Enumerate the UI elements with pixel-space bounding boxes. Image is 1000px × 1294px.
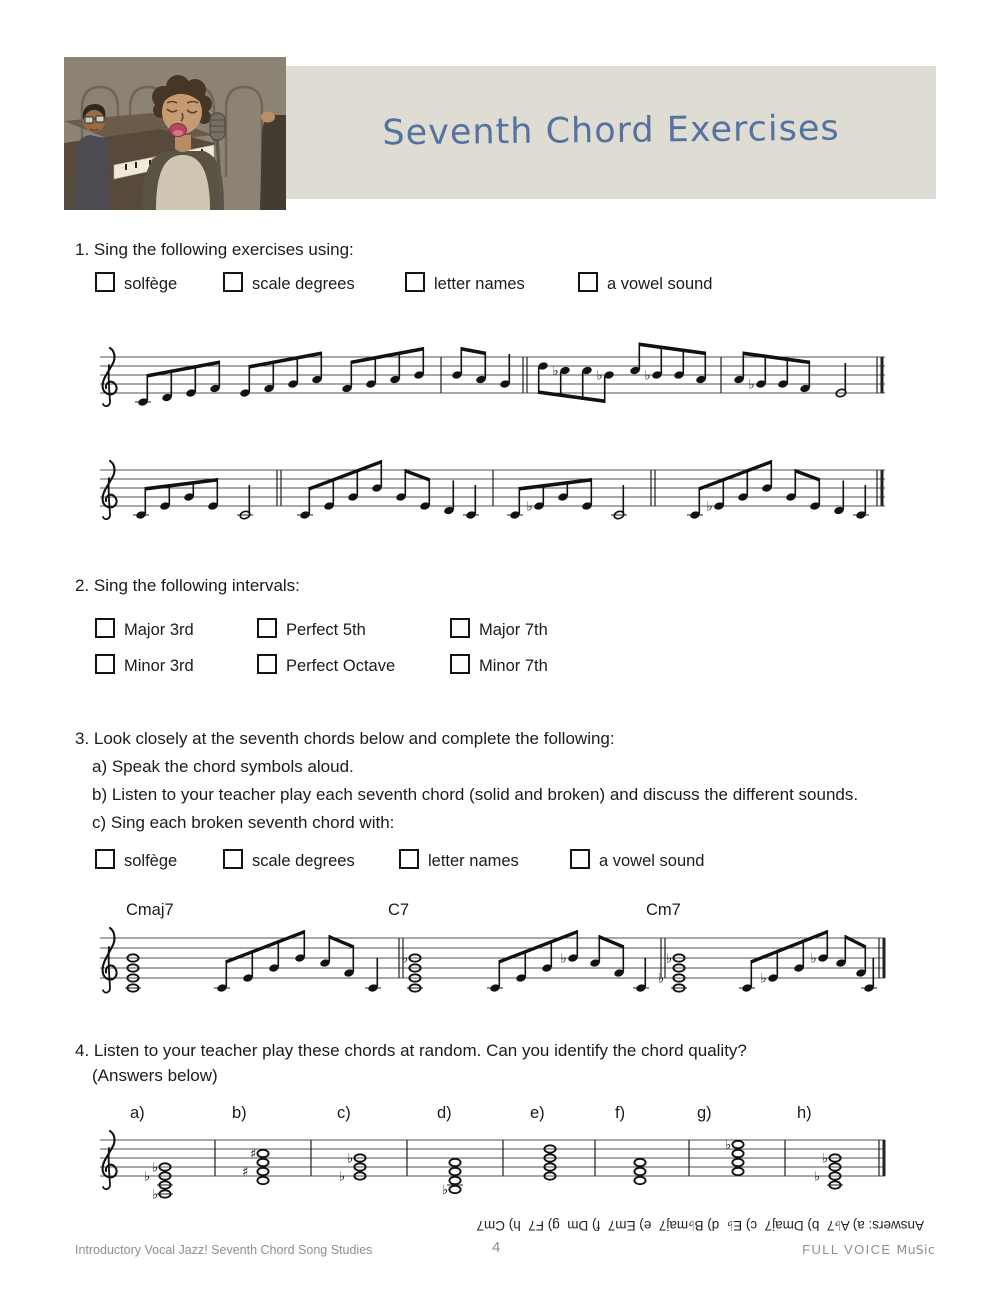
checkbox-label: Perfect 5th — [286, 621, 366, 639]
staff-exercise1-line1 — [95, 332, 890, 437]
music-label: C7 — [388, 901, 410, 919]
publisher-name-accent: MuSic — [896, 1242, 935, 1257]
publisher-logo — [802, 1242, 935, 1257]
music-label: e) — [530, 1104, 545, 1122]
exercise-2-heading: 2. Sing the following intervals: — [75, 576, 300, 595]
svg-text:♭: ♭ — [442, 1183, 449, 1198]
exercise-3-item-b: b) Listen to your teacher play each seventh chord (solid and broken) and discuss the different sounds. — [92, 785, 859, 804]
checkbox-option-letter-names — [399, 849, 519, 871]
exercise-1-options — [0, 272, 1000, 298]
svg-text:♭: ♭ — [706, 499, 713, 515]
music-label: c) — [337, 1104, 351, 1122]
svg-text:♭: ♭ — [658, 971, 665, 987]
checkbox[interactable] — [95, 849, 115, 869]
staff-exercise1-line2 — [95, 445, 890, 550]
checkbox-label: Minor 3rd — [124, 657, 194, 675]
music-label: f) — [615, 1104, 626, 1122]
exercise-2-intervals-row1 — [0, 618, 1000, 644]
svg-text:♭: ♭ — [560, 951, 567, 967]
checkbox[interactable] — [405, 272, 425, 292]
music-label: Cm7 — [646, 901, 681, 919]
raised-arm — [260, 112, 286, 211]
page-title: Seventh Chord Exercises — [382, 108, 840, 154]
svg-text:♯: ♯ — [250, 1147, 257, 1162]
checkbox-label: letter names — [434, 275, 525, 293]
svg-text:♭: ♭ — [152, 1187, 159, 1203]
checkbox-option-letter-names — [405, 272, 525, 294]
header-banner — [286, 66, 936, 199]
checkbox-label: solfège — [124, 852, 178, 870]
exercise-3-item-a: a) Speak the chord symbols aloud. — [92, 757, 354, 776]
exercise-3-options — [0, 849, 1000, 875]
svg-text:♭: ♭ — [144, 1169, 151, 1185]
checkbox-label: Minor 7th — [479, 657, 548, 675]
checkbox-option-major-7th — [450, 618, 548, 640]
checkbox-label: Major 7th — [479, 621, 548, 639]
svg-text:♭: ♭ — [526, 499, 533, 515]
checkbox-label: scale degrees — [252, 275, 355, 293]
svg-text:♭: ♭ — [339, 1169, 346, 1185]
checkbox[interactable] — [95, 654, 115, 674]
checkbox-label: scale degrees — [252, 852, 355, 870]
checkbox[interactable] — [450, 654, 470, 674]
checkbox-option-major-3rd — [95, 618, 194, 640]
checkbox-option-a-vowel-sound — [570, 849, 705, 871]
svg-text:♭: ♭ — [810, 951, 817, 967]
checkbox[interactable] — [570, 849, 590, 869]
music-label: g) — [697, 1104, 712, 1122]
svg-text:♭: ♭ — [402, 951, 409, 967]
exercise-3-heading: 3. Look closely at the seventh chords below and complete the following: — [75, 729, 615, 748]
checkbox-option-perfect-5th — [257, 618, 366, 640]
checkbox[interactable] — [223, 272, 243, 292]
checkbox-label: solfège — [124, 275, 178, 293]
checkbox[interactable] — [95, 272, 115, 292]
checkbox[interactable] — [95, 618, 115, 638]
music-label: Cmaj7 — [126, 901, 174, 919]
svg-text:♭: ♭ — [725, 1138, 732, 1153]
checkbox-label: a vowel sound — [599, 852, 705, 870]
footer-book-title: Introductory Vocal Jazz! Seventh Chord Song Studies — [75, 1243, 373, 1257]
answers-upside-down: Answers: a) A♭7 b) Dmaj7 c) E♭ d) B♭maj7 e) Em7 f) Dm g) F7 h) Cm7 — [476, 1218, 924, 1233]
checkbox[interactable] — [257, 618, 277, 638]
svg-text:♭: ♭ — [760, 971, 767, 987]
svg-text:♭: ♭ — [748, 377, 755, 393]
checkbox-label: Major 3rd — [124, 621, 194, 639]
exercise-1-heading: 1. Sing the following exercises using: — [75, 240, 354, 259]
checkbox[interactable] — [399, 849, 419, 869]
checkbox[interactable] — [257, 654, 277, 674]
staff-chord-quality — [95, 1122, 890, 1210]
jazz-singer-illustration — [64, 57, 286, 210]
svg-text:♭: ♭ — [347, 1151, 354, 1167]
svg-text:♭: ♭ — [152, 1160, 159, 1176]
checkbox[interactable] — [578, 272, 598, 292]
checkbox-option-minor-3rd — [95, 654, 194, 676]
checkbox-option-a-vowel-sound — [578, 272, 713, 294]
exercise-4-subheading: (Answers below) — [92, 1066, 218, 1085]
checkbox[interactable] — [223, 849, 243, 869]
exercise-3-item-c: c) Sing each broken seventh chord with: — [92, 813, 395, 832]
publisher-name: FULL VOICE — [802, 1242, 897, 1257]
checkbox-option-scale-degrees — [223, 272, 355, 294]
svg-text:♭: ♭ — [822, 1151, 829, 1167]
checkbox-option-solf-ge — [95, 849, 177, 871]
staff-seventh-chords — [95, 915, 890, 1015]
checkbox-option-minor-7th — [450, 654, 548, 676]
checkbox-label: a vowel sound — [607, 275, 713, 293]
checkbox[interactable] — [450, 618, 470, 638]
checkbox-label: letter names — [428, 852, 519, 870]
page-number: 4 — [492, 1239, 501, 1256]
exercise-2-intervals-row2 — [0, 654, 1000, 680]
svg-text:♭: ♭ — [644, 368, 651, 384]
svg-text:♭: ♭ — [552, 364, 559, 379]
checkbox-option-perfect-octave — [257, 654, 395, 676]
checkbox-option-scale-degrees — [223, 849, 355, 871]
checkbox-label: Perfect Octave — [286, 657, 396, 675]
svg-text:♭: ♭ — [666, 951, 673, 967]
svg-text:♯: ♯ — [242, 1165, 249, 1180]
music-label: h) — [797, 1104, 812, 1122]
svg-text:♭: ♭ — [814, 1169, 821, 1185]
svg-text:♭: ♭ — [596, 368, 603, 384]
music-label: b) — [232, 1104, 247, 1122]
checkbox-option-solf-ge — [95, 272, 177, 294]
exercise-4-heading: 4. Listen to your teacher play these chords at random. Can you identify the chord quality? — [75, 1041, 747, 1060]
music-label: d) — [437, 1104, 452, 1122]
music-label: a) — [130, 1104, 145, 1122]
